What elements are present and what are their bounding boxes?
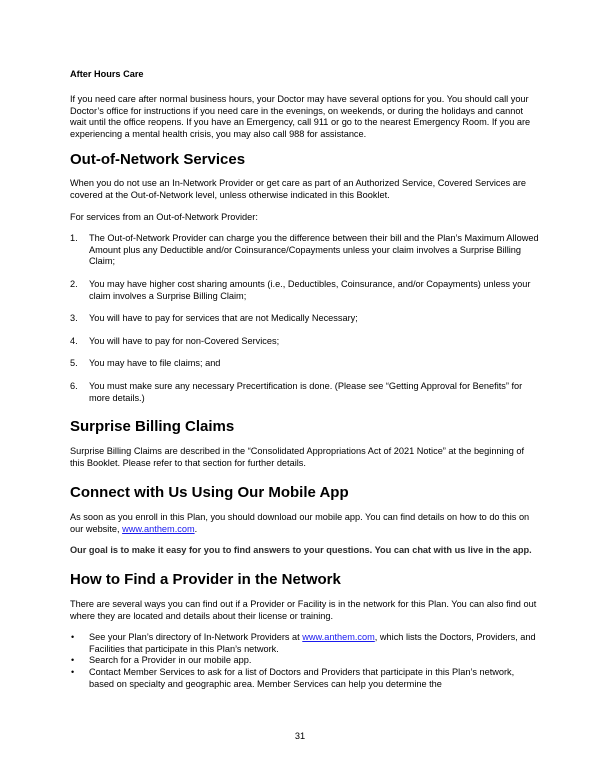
list-item-number: 3. <box>70 313 78 324</box>
list-item <box>70 336 540 348</box>
find-provider-title: How to Find a Provider in the Network <box>70 571 341 589</box>
out-of-network-list <box>70 233 540 404</box>
mobile-app-title: Connect with Us Using Our Mobile App <box>70 484 349 502</box>
after-hours-heading: After Hours Care <box>70 69 144 79</box>
list-item <box>70 655 540 667</box>
out-of-network-title: Out-of-Network Services <box>70 151 246 169</box>
list-item-text: See your Plan’s directory of In-Network Providers at <box>89 632 303 643</box>
anthem-website-link[interactable]: www.anthem.com <box>122 523 195 534</box>
mobile-app-paragraph <box>70 512 540 535</box>
mobile-app-text: As soon as you enroll in this Plan, you should download our mobile app. You can find details on how to do this on our website, <box>70 512 530 534</box>
list-item <box>70 279 540 302</box>
list-item <box>70 632 540 655</box>
anthem-directory-link[interactable]: www.anthem.com <box>302 632 375 643</box>
list-item <box>70 233 540 268</box>
list-item-text-end: , which lists the Doctors, Providers, and Facilities that participate in this Plan’s network. <box>89 632 536 654</box>
list-item-text: You may have to file claims; and <box>89 358 221 369</box>
after-hours-section <box>70 68 540 140</box>
list-item <box>70 381 540 404</box>
surprise-billing-section <box>70 418 540 469</box>
list-item-text: Contact Member Services to ask for a list of Doctors and Providers that participate in this Plan’s network, based on specialty and geographic area. Member Services can help you determine the <box>89 667 515 689</box>
list-item-text: Search for a Provider in our mobile app. <box>89 655 252 666</box>
find-provider-intro: There are several ways you can find out if a Provider or Facility is in the network for this Plan. You can also find out where they are located and details about their license or training. <box>70 599 537 621</box>
bullet-icon: • <box>71 667 75 678</box>
out-of-network-intro: When you do not use an In-Network Provider or get care as part of an Authorized Service, Covered Services are covered at the Out-of-Network level, unless otherwise indicated in this Booklet. <box>70 178 527 200</box>
mobile-app-text-end: . <box>194 523 198 534</box>
document-page <box>70 68 540 690</box>
list-item <box>70 358 540 370</box>
list-item-number: 1. <box>70 233 78 244</box>
list-item-text: The Out-of-Network Provider can charge you the difference between their bill and the Plan’s Maximum Allowed Amount plus any Deductible and/or Coinsurance/Copayments unless your claim involves a Surprise Billing Claim; <box>89 233 539 267</box>
list-item <box>70 313 540 325</box>
mobile-app-goal: Our goal is to make it easy for you to find answers to your questions. You can chat with us live in the app. <box>70 545 532 556</box>
mobile-app-section <box>70 484 540 557</box>
find-provider-list <box>70 632 540 690</box>
list-item-number: 4. <box>70 335 78 346</box>
out-of-network-section <box>70 151 540 404</box>
list-item-text: You will have to pay for non-Covered Services; <box>89 335 280 346</box>
list-item <box>70 667 540 690</box>
after-hours-paragraph: If you need care after normal business hours, your Doctor may have several options for you. You should call your Doctor’s office for instructions if you need care in the evenings, on weekends, or during the holidays and cannot wait until the office reopens. If you have an Emergency, call 911 or go to the nearest Emergency Room. If you are experiencing a mental health crisis, you may also call 988 for assistance. <box>70 94 531 139</box>
bullet-icon: • <box>71 655 75 666</box>
out-of-network-lead: For services from an Out-of-Network Provider: <box>70 211 258 222</box>
list-item-text: You will have to pay for services that are not Medically Necessary; <box>89 313 358 324</box>
surprise-billing-title: Surprise Billing Claims <box>70 418 235 436</box>
bullet-icon: • <box>71 632 75 643</box>
list-item-number: 2. <box>70 278 78 289</box>
list-item-number: 5. <box>70 358 78 369</box>
list-item-text: You may have higher cost sharing amounts (i.e., Deductibles, Coinsurance, and/or Copayments) unless your claim involves a Surprise Billing Claim; <box>89 278 531 301</box>
list-item-number: 6. <box>70 380 78 391</box>
page-number: 31 <box>294 731 306 741</box>
list-item-text: You must make sure any necessary Precertification is done. (Please see “Getting Approval for Benefits” for more details.) <box>89 380 523 403</box>
find-provider-section <box>70 571 540 690</box>
surprise-billing-paragraph: Surprise Billing Claims are described in the “Consolidated Appropriations Act of 2021 Notice” at the beginning of this Booklet. Please refer to that section for further details. <box>70 446 525 468</box>
